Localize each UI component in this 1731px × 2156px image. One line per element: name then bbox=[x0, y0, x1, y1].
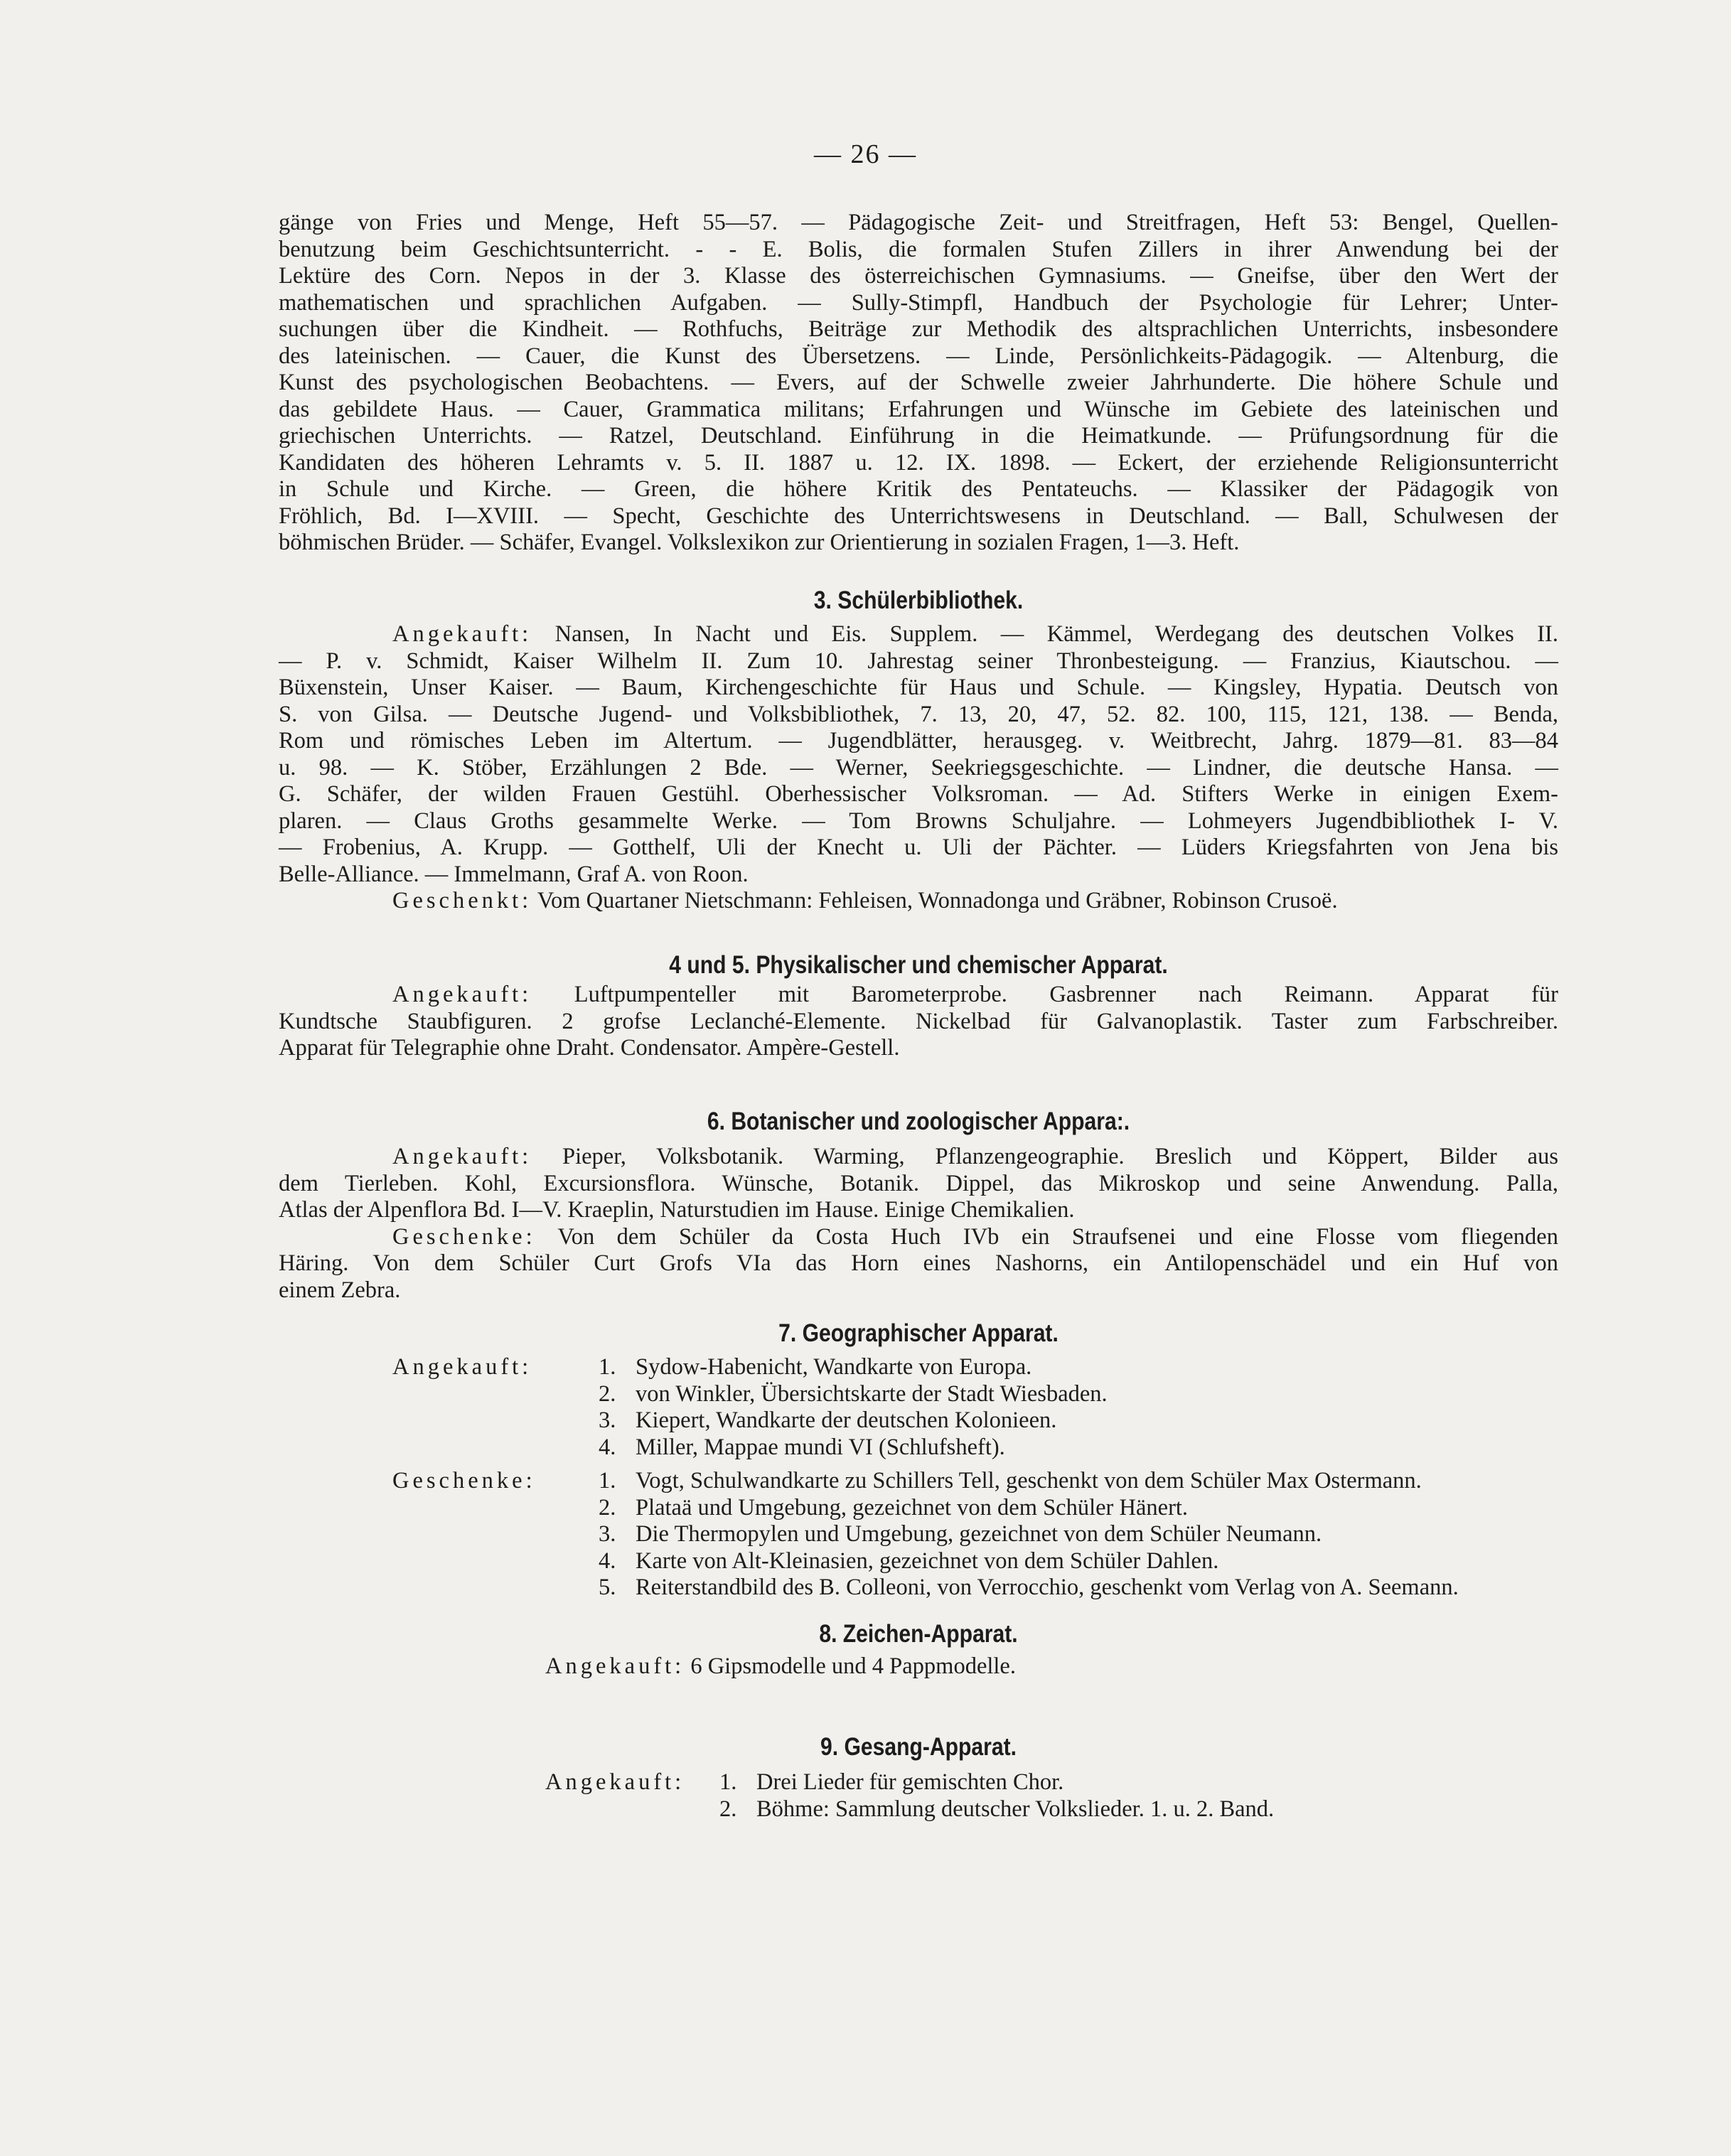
text-line: u. 98. — K. Stöber, Erzählungen 2 Bde. — Werner, Seekriegsgeschichte. — Lindner, die deutsche Hansa. — bbox=[279, 754, 1558, 781]
section-heading: 4 und 5. Physikalischer und chemischer Apparat. bbox=[669, 951, 1168, 979]
text-line: Geschenke: Von dem Schüler da Costa Huch IVb ein Straufsenei und eine Flosse vom fliegenden bbox=[392, 1223, 1558, 1250]
section-schuelerbibliothek bbox=[279, 584, 1558, 915]
list-item: 4. Miller, Mappae mundi VI (Schlufsheft). bbox=[599, 1434, 1005, 1460]
text-line: Geschenkt: Vom Quartaner Nietschmann: Fehleisen, Wonnadonga und Gräbner, Robinson Crusoë. bbox=[392, 888, 1338, 913]
geschenke-list bbox=[279, 1468, 1558, 1602]
label-angekauft: Angekauft: bbox=[392, 621, 532, 647]
section-gesang bbox=[279, 1731, 1558, 1823]
label-angekauft: Angekauft: bbox=[545, 1769, 685, 1795]
list-item: 1. Drei Lieder für gemischten Chor. bbox=[719, 1769, 1064, 1795]
angekauft-list bbox=[279, 1354, 1558, 1461]
text-line: Fröhlich, Bd. I—XVIII. — Specht, Geschichte des Unterrichtswesens in Deutschland. — Ball, Schulwesen der bbox=[279, 503, 1558, 529]
angekauft-list bbox=[545, 1769, 1558, 1823]
page-number: — 26 — bbox=[814, 139, 917, 169]
list-item: 3. Die Thermopylen und Umgebung, gezeichnet von dem Schüler Neumann. bbox=[599, 1521, 1322, 1547]
label-geschenke: Geschenke: bbox=[392, 1223, 536, 1250]
text-line: dem Tierleben. Kohl, Excursionsflora. Wünsche, Botanik. Dippel, das Mikroskop und seine Anwendung. Palla, bbox=[279, 1170, 1558, 1196]
label-angekauft: Angekauft: bbox=[545, 1653, 685, 1679]
text-line: gänge von Fries und Menge, Heft 55—57. — Pädagogische Zeit- und Streitfragen, Heft 53: Bengel, Quellen- bbox=[279, 210, 1558, 235]
text-line: Rom und römisches Leben im Altertum. — Jugendblätter, herausgeg. v. Weitbrecht, Jahrg. 1879—81. 83—84 bbox=[279, 728, 1558, 753]
section-botanik-zoologie bbox=[279, 1105, 1558, 1304]
text-line: — Frobenius, A. Krupp. — Gotthelf, Uli der Knecht u. Uli der Pächter. — Lüders Kriegsfahrten von Jena bis bbox=[279, 835, 1558, 860]
text-line: Lektüre des Corn. Nepos in der 3. Klasse des österreichischen Gymnasiums. — Gneifse, über den Wert der bbox=[279, 263, 1558, 289]
label-geschenkt: Geschenkt: bbox=[392, 888, 532, 913]
section-heading: 6. Botanischer und zoologischer Appara:. bbox=[707, 1108, 1130, 1135]
label-geschenke: Geschenke: bbox=[392, 1468, 536, 1493]
section-heading: 9. Gesang-Apparat. bbox=[820, 1733, 1017, 1761]
text-line: des lateinischen. — Cauer, die Kunst des Übersetzens. — Linde, Persönlichkeits-Pädagogik. — Altenburg, die bbox=[279, 343, 1558, 369]
list-item: 1. Sydow-Habenicht, Wandkarte von Europa. bbox=[599, 1354, 1032, 1380]
text-line: böhmischen Brüder. — Schäfer, Evangel. Volkslexikon zur Orientierung in sozialen Fragen, 1—3. Heft. bbox=[279, 530, 1240, 555]
label-angekauft: Angekauft: bbox=[392, 1354, 532, 1380]
list-item: 5. Reiterstandbild des B. Colleoni, von Verrocchio, geschenkt vom Verlag von A. Seemann. bbox=[599, 1575, 1459, 1600]
section-physik-chemie bbox=[279, 949, 1558, 1062]
list-item: 4. Karte von Alt-Kleinasien, gezeichnet von dem Schüler Dahlen. bbox=[599, 1548, 1219, 1574]
list-item: 3. Kiepert, Wandkarte der deutschen Kolonieen. bbox=[599, 1407, 1057, 1433]
text-line: Angekauft: Nansen, In Nacht und Eis. Supplem. — Kämmel, Werdegang des deutschen Volkes II. bbox=[392, 621, 1558, 647]
text-line: Häring. Von dem Schüler Curt Grofs VIa das Horn eines Nashorns, ein Antilopenschädel und ein Huf von bbox=[279, 1250, 1558, 1276]
intro-paragraph bbox=[279, 210, 1558, 557]
text-line: einem Zebra. bbox=[279, 1277, 401, 1303]
text-line: Kandidaten des höheren Lehramts v. 5. II. 1887 u. 12. IX. 1898. — Eckert, der erziehende Religionsunterricht bbox=[279, 449, 1558, 476]
list-item: 2. Plataä und Umgebung, gezeichnet von dem Schüler Hänert. bbox=[599, 1494, 1189, 1521]
text-line: das gebildete Haus. — Cauer, Grammatica militans; Erfahrungen und Wünsche im Gebiete des lateinischen und bbox=[279, 396, 1558, 422]
section-geographie bbox=[279, 1317, 1558, 1602]
text-line: benutzung beim Geschichtsunterricht. - - E. Bolis, die formalen Stufen Zillers in ihrer Anwendung bei der bbox=[279, 236, 1558, 262]
text-line: Kunst des psychologischen Beobachtens. — Evers, auf der Schwelle zweier Jahrhunderte. Die höhere Schule und bbox=[279, 370, 1558, 395]
text-line: — P. v. Schmidt, Kaiser Wilhelm II. Zum 10. Jahrestag seiner Thronbesteigung. — Franzius, Kiautschou. — bbox=[279, 648, 1558, 674]
text-line: Angekauft: Luftpumpenteller mit Barometerprobe. Gasbrenner nach Reimann. Apparat für bbox=[392, 982, 1558, 1007]
text-line: S. von Gilsa. — Deutsche Jugend- und Volksbibliothek, 7. 13, 20, 47, 52. 82. 100, 115, 121, 138. — Benda, bbox=[279, 701, 1558, 727]
text-line: Büxenstein, Unser Kaiser. — Baum, Kirchengeschichte für Haus und Schule. — Kingsley, Hypatia. Deutsch von bbox=[279, 675, 1558, 700]
text-line: in Schule und Kirche. — Green, die höhere Kritik des Pentateuchs. — Klassiker der Pädagogik von bbox=[279, 476, 1558, 502]
label-angekauft: Angekauft: bbox=[392, 982, 532, 1007]
list-item: 2. Böhme: Sammlung deutscher Volkslieder. 1. u. 2. Band. bbox=[719, 1796, 1275, 1822]
text-line: Belle-Alliance. — Immelmann, Graf A. von Roon. bbox=[279, 861, 749, 887]
section-heading: 8. Zeichen-Apparat. bbox=[819, 1620, 1018, 1648]
text-line: Angekauft: Pieper, Volksbotanik. Warming, Pflanzengeographie. Breslich und Köppert, Bilder aus bbox=[392, 1144, 1558, 1169]
text-line: mathematischen und sprachlichen Aufgaben. — Sully-Stimpfl, Handbuch der Psychologie für Lehrer; Unter- bbox=[279, 289, 1558, 316]
text-line: Angekauft: 6 Gipsmodelle und 4 Pappmodelle. bbox=[545, 1653, 1016, 1679]
text-line: plaren. — Claus Groths gesammelte Werke. — Tom Browns Schuljahre. — Lohmeyers Jugendbibliothek I- V. bbox=[279, 808, 1558, 834]
text-line: Atlas der Alpenflora Bd. I—V. Kraeplin, Naturstudien im Hause. Einige Chemikalien. bbox=[279, 1197, 1075, 1223]
text-line: Kundtsche Staubfiguren. 2 grofse Leclanché-Elemente. Nickelbad für Galvanoplastik. Taster zum Farbschreiber. bbox=[279, 1008, 1558, 1034]
label-angekauft: Angekauft: bbox=[392, 1144, 532, 1169]
list-item: 1. Vogt, Schulwandkarte zu Schillers Tell, geschenkt von dem Schüler Max Ostermann. bbox=[599, 1468, 1422, 1493]
section-heading: 3. Schülerbibliothek. bbox=[813, 586, 1024, 614]
list-item: 2. von Winkler, Übersichtskarte der Stadt Wiesbaden. bbox=[599, 1380, 1108, 1407]
text-line: Apparat für Telegraphie ohne Draht. Condensator. Ampère-Gestell. bbox=[279, 1035, 900, 1061]
text-line: suchungen über die Kindheit. — Rothfuchs, Beiträge zur Methodik des altsprachlichen Unterrichts, insbesondere bbox=[279, 316, 1558, 342]
text-line: G. Schäfer, der wilden Frauen Gestühl. Oberhessischer Volksroman. — Ad. Stifters Werke in einigen Exem- bbox=[279, 781, 1558, 807]
text-line: griechischen Unterrichts. — Ratzel, Deutschland. Einführung in die Heimatkunde. — Prüfungsordnung für die bbox=[279, 423, 1558, 449]
section-zeichen bbox=[279, 1618, 1558, 1680]
section-heading: 7. Geographischer Apparat. bbox=[778, 1319, 1059, 1347]
